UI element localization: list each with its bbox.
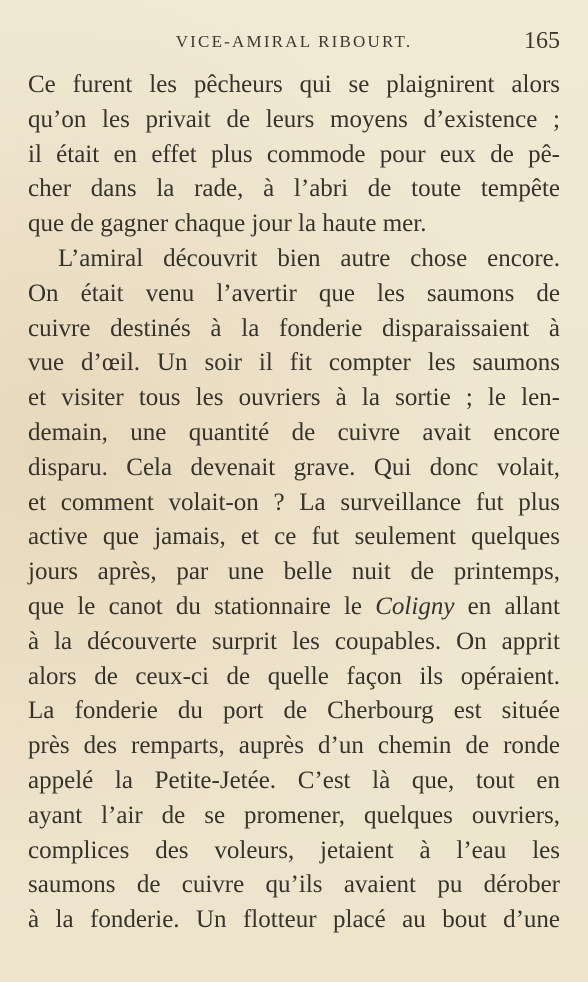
text-line: qu’on les privait de leurs moyens d’existence ; xyxy=(28,105,560,133)
text-line: près des remparts, auprès d’un chemin de ronde xyxy=(28,732,560,760)
text-line: vue d’œil. Un soir il fit compter les saumons xyxy=(28,349,560,377)
ship-name: Coligny xyxy=(375,592,455,620)
page-number: 165 xyxy=(524,28,560,54)
text-line: ayant l’air de se promener, quelques ouvriers, xyxy=(28,801,560,829)
text-line: La fonderie du port de Cherbourg est située xyxy=(28,697,560,725)
text-line: Ce furent les pêcheurs qui se plaignirent alors xyxy=(28,71,560,98)
text-line: L’amiral découvrit bien autre chose encore. xyxy=(58,244,560,272)
text-segment: en allant xyxy=(454,592,560,620)
text-line: à la découverte surprit les coupables. On apprit xyxy=(28,627,560,655)
text-line: disparu. Cela devenait grave. Qui donc volait, xyxy=(28,453,560,481)
text-line: que de gagner chaque jour la haute mer. xyxy=(28,210,427,238)
text-line: appelé la Petite-Jetée. C’est là que, tout en xyxy=(28,766,560,794)
text-line: à la fonderie. Un flotteur placé au bout d’une xyxy=(28,906,560,934)
text-segment: que le canot du stationnaire le xyxy=(28,592,376,620)
text-line: cuivre destinés à la fonderie disparaissaient à xyxy=(28,314,560,342)
text-line: et visiter tous les ouvriers à la sortie ; le len- xyxy=(28,384,560,412)
text-line: il était en effet plus commode pour eux de pê- xyxy=(28,140,560,168)
page-header xyxy=(28,28,560,58)
text-line: et comment volait-on ? La surveillance fut plus xyxy=(28,488,560,516)
text-line: cher dans la rade, à l’abri de toute tempête xyxy=(28,175,560,203)
text-line: alors de ceux-ci de quelle façon ils opéraient. xyxy=(28,662,560,690)
text-line: On était venu l’avertir que les saumons de xyxy=(28,279,560,307)
text-line: complices des voleurs, jetaient à l’eau les xyxy=(28,836,560,864)
text-line: demain, une quantité de cuivre avait encore xyxy=(28,418,560,446)
text-line: jours après, par une belle nuit de printemps, xyxy=(28,558,560,586)
body-text xyxy=(28,68,560,938)
text-line: active que jamais, et ce fut seulement quelques xyxy=(28,523,560,551)
text-line xyxy=(28,590,560,625)
text-line: saumons de cuivre qu’ils avaient pu dérober xyxy=(28,871,560,899)
running-head: VICE-AMIRAL RIBOURT. xyxy=(175,32,413,51)
